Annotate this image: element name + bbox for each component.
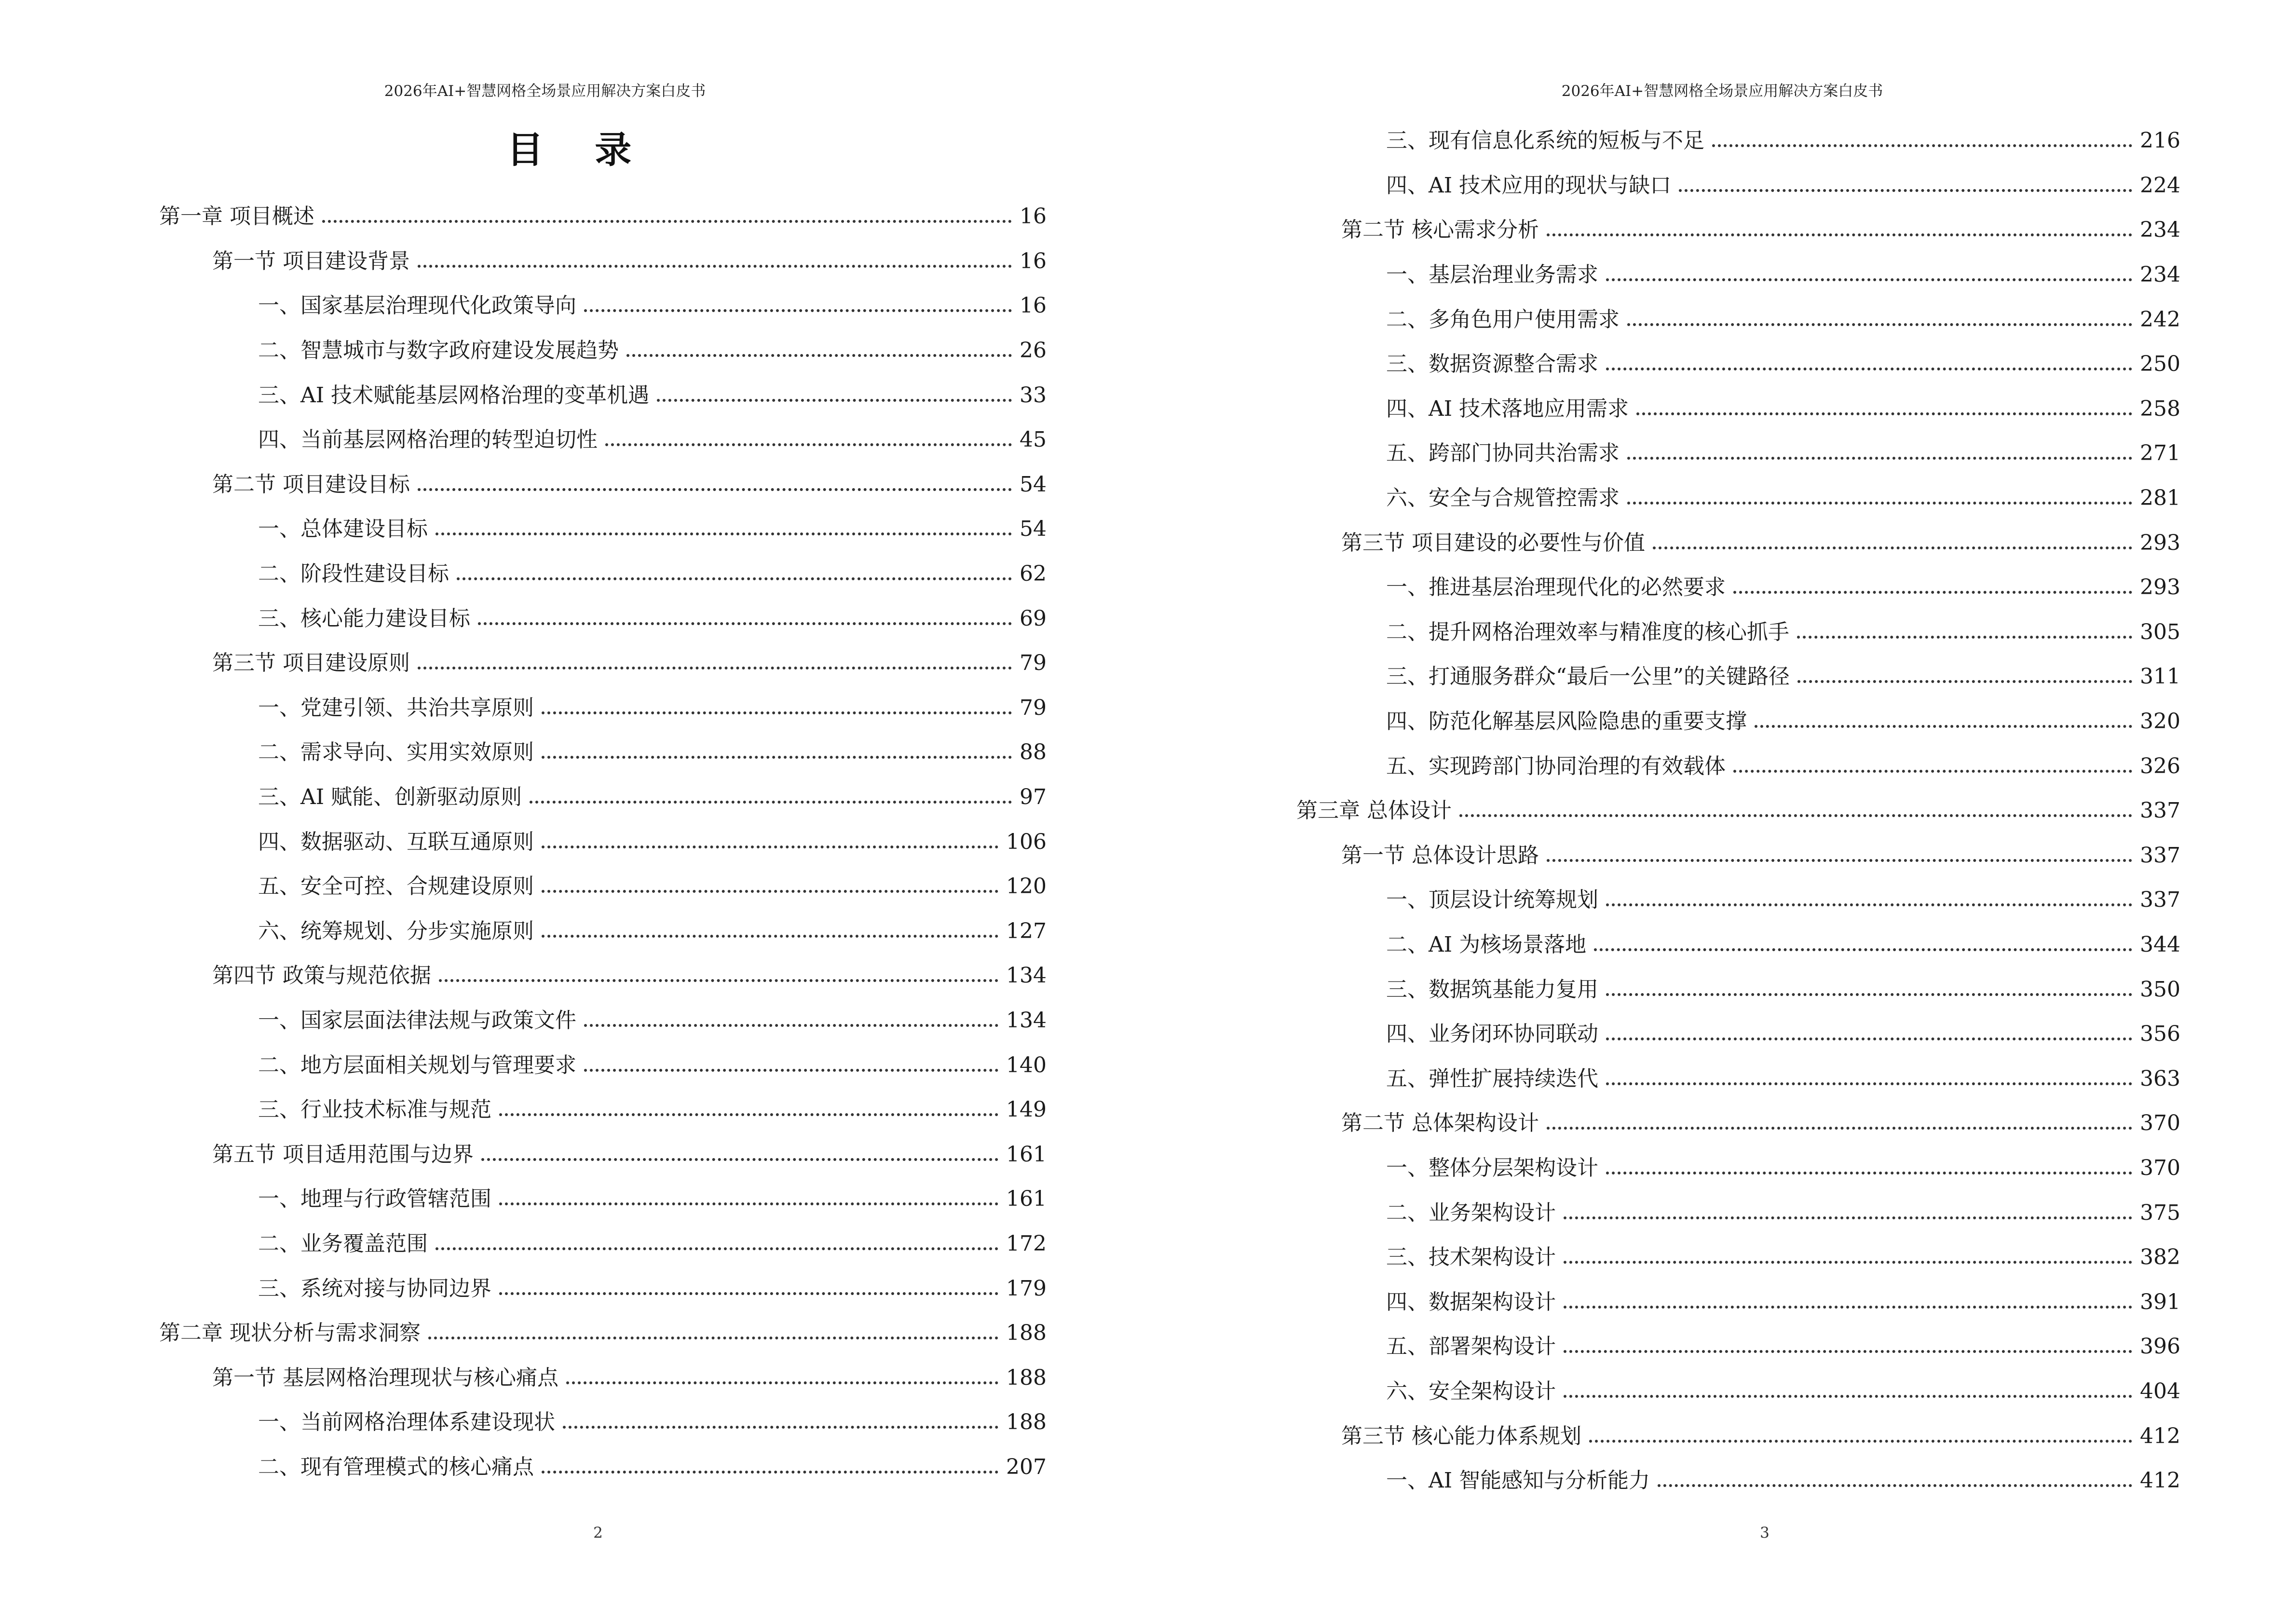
toc-entry-page: 375 bbox=[2140, 1200, 2180, 1225]
toc-entry-page: 172 bbox=[1006, 1231, 1047, 1256]
toc-entry-label: 二、业务覆盖范围 bbox=[258, 1231, 428, 1256]
page-number: 2 bbox=[593, 1524, 603, 1542]
toc-entry[interactable] bbox=[1296, 208, 2180, 253]
toc-entry[interactable] bbox=[1296, 1012, 2180, 1057]
toc-dot-leader bbox=[436, 1247, 998, 1250]
toc-entry-page: 120 bbox=[1006, 874, 1047, 899]
toc-entry-page: 16 bbox=[1020, 293, 1047, 318]
toc-dot-leader bbox=[1606, 1172, 2132, 1174]
toc-dot-leader bbox=[428, 1337, 998, 1339]
toc-dot-leader bbox=[1712, 144, 2132, 147]
toc-entry-page: 149 bbox=[1006, 1097, 1047, 1122]
toc-entry[interactable] bbox=[1296, 1459, 2180, 1503]
toc-entry-page: 281 bbox=[2140, 486, 2180, 511]
toc-entry-label: 第三节 项目建设的必要性与价值 bbox=[1341, 530, 1645, 555]
toc-entry-page: 320 bbox=[2140, 709, 2180, 734]
toc-entry-page: 224 bbox=[2140, 173, 2180, 198]
toc-entry[interactable] bbox=[159, 596, 1047, 641]
toc-entry-page: 234 bbox=[2140, 218, 2180, 243]
toc-entry-label: 一、总体建设目标 bbox=[258, 517, 428, 542]
toc-entry[interactable] bbox=[1296, 253, 2180, 298]
toc-entry[interactable] bbox=[159, 954, 1047, 998]
toc-dot-leader bbox=[542, 1471, 998, 1474]
toc-entry-page: 16 bbox=[1020, 248, 1047, 273]
toc-entry[interactable] bbox=[1296, 1101, 2180, 1146]
toc-entry[interactable] bbox=[1296, 967, 2180, 1012]
toc-dot-leader bbox=[1606, 1082, 2132, 1085]
toc-entry-page: 62 bbox=[1020, 561, 1047, 587]
toc-entry-page: 127 bbox=[1006, 918, 1047, 943]
toc-entry-page: 356 bbox=[2140, 1022, 2180, 1047]
toc-dot-leader bbox=[457, 577, 1012, 580]
toc-entry-label: 四、防范化解基层风险隐患的重要支撑 bbox=[1386, 709, 1747, 734]
toc-entry[interactable] bbox=[1296, 565, 2180, 610]
toc-entry-page: 404 bbox=[2140, 1378, 2180, 1404]
toc-dot-leader bbox=[499, 1292, 998, 1295]
toc-dot-leader bbox=[1564, 1261, 2132, 1264]
toc-dot-leader bbox=[439, 979, 998, 982]
toc-dot-leader bbox=[418, 265, 1012, 268]
toc-entry[interactable] bbox=[159, 686, 1047, 731]
toc-entry-label: 三、数据筑基能力复用 bbox=[1386, 977, 1598, 1002]
toc-entry[interactable] bbox=[159, 909, 1047, 954]
toc-entry[interactable] bbox=[1296, 655, 2180, 699]
toc-dot-leader bbox=[1589, 1440, 2132, 1443]
toc-entry-page: 350 bbox=[2140, 977, 2180, 1002]
toc-entry[interactable] bbox=[1296, 520, 2180, 565]
toc-entry[interactable] bbox=[159, 819, 1047, 864]
toc-entry-label: 一、党建引领、共治共享原则 bbox=[258, 695, 534, 720]
toc-entry-page: 382 bbox=[2140, 1245, 2180, 1270]
toc-entry-label: 二、现有管理模式的核心痛点 bbox=[258, 1454, 534, 1479]
toc-entry-page: 188 bbox=[1006, 1321, 1047, 1346]
toc-dot-leader bbox=[1797, 680, 2132, 683]
toc-entry-page: 188 bbox=[1006, 1410, 1047, 1435]
toc-dot-leader bbox=[1636, 412, 2132, 415]
toc-entry-page: 216 bbox=[2140, 128, 2180, 153]
toc-entry-page: 337 bbox=[2140, 843, 2180, 868]
toc-entry[interactable] bbox=[159, 1177, 1047, 1222]
toc-dot-leader bbox=[1606, 993, 2132, 996]
toc-entry-label: 第一章 项目概述 bbox=[159, 204, 314, 229]
toc-entry[interactable] bbox=[159, 1132, 1047, 1177]
toc-dot-leader bbox=[1547, 1127, 2132, 1130]
toc-entry-label: 第三章 总体设计 bbox=[1296, 798, 1452, 823]
toc-entry-page: 106 bbox=[1006, 829, 1047, 854]
toc-dot-leader bbox=[418, 667, 1012, 669]
toc-dot-leader bbox=[1564, 1395, 2132, 1398]
toc-entry[interactable] bbox=[159, 552, 1047, 597]
toc-entry[interactable] bbox=[1296, 610, 2180, 655]
toc-entry[interactable] bbox=[159, 373, 1047, 418]
toc-entry[interactable] bbox=[159, 463, 1047, 507]
toc-entry[interactable] bbox=[1296, 878, 2180, 923]
toc-entry-label: 四、当前基层网格治理的转型迫切性 bbox=[258, 427, 598, 452]
toc-dot-leader bbox=[1547, 859, 2132, 862]
toc-entry-page: 45 bbox=[1020, 427, 1047, 452]
toc-entry-label: 六、安全架构设计 bbox=[1386, 1378, 1556, 1404]
toc-entry-label: 五、弹性扩展持续迭代 bbox=[1386, 1066, 1598, 1091]
toc-dot-leader bbox=[1606, 368, 2132, 370]
toc-dot-leader bbox=[1606, 1037, 2132, 1040]
toc-entry-page: 69 bbox=[1020, 606, 1047, 631]
toc-entry[interactable] bbox=[159, 1355, 1047, 1400]
toc-entry-page: 293 bbox=[2140, 530, 2180, 555]
toc-dot-leader bbox=[1733, 770, 2132, 773]
toc-entry-page: 179 bbox=[1006, 1276, 1047, 1301]
toc-entry-page: 242 bbox=[2140, 307, 2180, 332]
toc-entry[interactable] bbox=[159, 507, 1047, 552]
toc-entry-label: 第二节 项目建设目标 bbox=[212, 472, 410, 497]
toc-dot-leader bbox=[1594, 948, 2132, 951]
toc-entry[interactable] bbox=[1296, 1146, 2180, 1191]
toc-entry[interactable] bbox=[1296, 431, 2180, 476]
toc-entry-page: 207 bbox=[1006, 1454, 1047, 1479]
toc-dot-leader bbox=[1658, 1484, 2132, 1487]
toc-entry[interactable] bbox=[1296, 1056, 2180, 1101]
toc-entry-page: 134 bbox=[1006, 963, 1047, 988]
toc-dot-leader bbox=[530, 801, 1012, 804]
toc-entry[interactable] bbox=[159, 418, 1047, 463]
toc-dot-leader bbox=[436, 532, 1012, 535]
toc-dot-leader bbox=[626, 354, 1012, 357]
toc-entry-label: 一、基层治理业务需求 bbox=[1386, 262, 1598, 287]
toc-entry-page: 88 bbox=[1020, 740, 1047, 765]
toc-entry-label: 三、现有信息化系统的短板与不足 bbox=[1386, 128, 1704, 153]
toc-entry-label: 五、跨部门协同共治需求 bbox=[1386, 441, 1620, 466]
toc-entry-label: 二、提升网格治理效率与精准度的核心抓手 bbox=[1386, 619, 1789, 644]
toc-entry-label: 四、业务闭环协同联动 bbox=[1386, 1022, 1598, 1047]
toc-entry-page: 271 bbox=[2140, 441, 2180, 466]
toc-dot-leader bbox=[1547, 233, 2132, 236]
toc-entry-page: 140 bbox=[1006, 1052, 1047, 1078]
toc-entry[interactable] bbox=[1296, 1235, 2180, 1280]
toc-dot-leader bbox=[1606, 903, 2132, 906]
toc-entry-label: 一、地理与行政管辖范围 bbox=[258, 1187, 491, 1212]
toc-entry-page: 79 bbox=[1020, 695, 1047, 720]
running-header: 2026年AI+智慧网格全场景应用解决方案白皮书 bbox=[384, 82, 706, 100]
toc-entry-label: 五、部署架构设计 bbox=[1386, 1334, 1556, 1359]
toc-dot-leader bbox=[1564, 1350, 2132, 1353]
toc-entry[interactable] bbox=[1296, 1324, 2180, 1369]
toc-entry-page: 311 bbox=[2140, 664, 2180, 689]
toc-entry[interactable] bbox=[1296, 297, 2180, 342]
toc-entry-page: 161 bbox=[1006, 1187, 1047, 1212]
toc-dot-leader bbox=[1606, 278, 2132, 281]
toc-entry-label: 五、实现跨部门协同治理的有效载体 bbox=[1386, 753, 1726, 778]
toc-entry-label: 六、安全与合规管控需求 bbox=[1386, 486, 1620, 511]
toc-list bbox=[159, 194, 1047, 1489]
toc-entry-page: 188 bbox=[1006, 1365, 1047, 1390]
toc-entry-page: 250 bbox=[2140, 352, 2180, 377]
toc-entry-label: 三、打通服务群众“最后一公里”的关键路径 bbox=[1386, 664, 1790, 689]
toc-entry-page: 370 bbox=[2140, 1155, 2180, 1180]
toc-entry-label: 一、国家基层治理现代化政策导向 bbox=[258, 293, 576, 318]
toc-dot-leader bbox=[1459, 814, 2132, 817]
running-header: 2026年AI+智慧网格全场景应用解决方案白皮书 bbox=[1561, 82, 1883, 100]
toc-entry-page: 337 bbox=[2140, 887, 2180, 913]
toc-entry-page: 305 bbox=[2140, 619, 2180, 644]
toc-dot-leader bbox=[1755, 725, 2132, 728]
toc-dot-leader bbox=[542, 756, 1012, 759]
toc-entry[interactable] bbox=[159, 1400, 1047, 1445]
toc-entry-label: 二、业务架构设计 bbox=[1386, 1200, 1556, 1225]
toc-dot-leader bbox=[584, 1069, 998, 1072]
toc-entry-label: 一、顶层设计统筹规划 bbox=[1386, 887, 1598, 913]
toc-entry-label: 三、AI 赋能、创新驱动原则 bbox=[258, 785, 522, 810]
toc-dot-leader bbox=[542, 935, 998, 938]
page-number: 3 bbox=[1760, 1524, 1770, 1542]
toc-entry[interactable] bbox=[159, 1311, 1047, 1356]
toc-entry[interactable] bbox=[1296, 119, 2180, 164]
toc-dot-leader bbox=[563, 1426, 998, 1429]
toc-entry-page: 97 bbox=[1020, 785, 1047, 810]
toc-entry[interactable] bbox=[159, 775, 1047, 820]
toc-entry-label: 一、国家层面法律法规与政策文件 bbox=[258, 1008, 576, 1033]
toc-dot-leader bbox=[1797, 636, 2132, 639]
toc-entry[interactable] bbox=[1296, 699, 2180, 744]
toc-entry[interactable] bbox=[159, 1445, 1047, 1490]
toc-entry-page: 54 bbox=[1020, 472, 1047, 497]
toc-entry[interactable] bbox=[1296, 789, 2180, 833]
toc-entry[interactable] bbox=[1296, 476, 2180, 521]
toc-entry-label: 第三节 核心能力体系规划 bbox=[1341, 1423, 1581, 1448]
toc-entry-label: 第二章 现状分析与需求洞察 bbox=[159, 1321, 421, 1346]
toc-dot-leader bbox=[1564, 1306, 2132, 1309]
toc-entry[interactable] bbox=[159, 284, 1047, 328]
toc-entry[interactable] bbox=[1296, 833, 2180, 878]
toc-entry-label: 第一节 基层网格治理现状与核心痛点 bbox=[212, 1365, 558, 1390]
toc-entry[interactable] bbox=[159, 864, 1047, 909]
toc-dot-leader bbox=[542, 711, 1012, 714]
toc-dot-leader bbox=[478, 622, 1012, 625]
toc-entry-label: 四、数据架构设计 bbox=[1386, 1289, 1556, 1314]
toc-entry-label: 第五节 项目适用范围与边界 bbox=[212, 1142, 474, 1167]
toc-entry[interactable] bbox=[1296, 342, 2180, 387]
toc-entry[interactable] bbox=[1296, 1280, 2180, 1324]
toc-entry-label: 三、系统对接与协同边界 bbox=[258, 1276, 491, 1301]
toc-entry-page: 26 bbox=[1020, 338, 1047, 363]
toc-entry-label: 第四节 政策与规范依据 bbox=[212, 963, 431, 988]
toc-entry-page: 258 bbox=[2140, 396, 2180, 421]
toc-dot-leader bbox=[1627, 457, 2132, 460]
toc-entry-label: 二、阶段性建设目标 bbox=[258, 561, 449, 587]
toc-dot-leader bbox=[1733, 591, 2132, 594]
toc-entry-label: 第二节 核心需求分析 bbox=[1341, 218, 1539, 243]
toc-entry-label: 四、数据驱动、互联互通原则 bbox=[258, 829, 534, 854]
toc-entry[interactable] bbox=[1296, 1190, 2180, 1235]
toc-dot-leader bbox=[1679, 189, 2132, 192]
toc-entry[interactable] bbox=[159, 328, 1047, 373]
toc-dot-leader bbox=[542, 890, 998, 893]
toc-entry[interactable] bbox=[1296, 387, 2180, 432]
toc-entry[interactable] bbox=[1296, 923, 2180, 968]
toc-entry-label: 四、AI 技术落地应用需求 bbox=[1386, 396, 1629, 421]
toc-dot-leader bbox=[418, 488, 1012, 491]
toc-entry[interactable] bbox=[1296, 1414, 2180, 1459]
toc-dot-leader bbox=[657, 399, 1012, 402]
toc-entry-label: 三、AI 技术赋能基层网格治理的变革机遇 bbox=[258, 382, 650, 408]
toc-entry-label: 二、AI 为核场景落地 bbox=[1386, 932, 1587, 957]
toc-entry-label: 二、需求导向、实用实效原则 bbox=[258, 740, 534, 765]
toc-dot-leader bbox=[499, 1202, 998, 1205]
toc-entry-label: 二、多角色用户使用需求 bbox=[1386, 307, 1620, 332]
toc-entry-page: 412 bbox=[2140, 1423, 2180, 1448]
toc-dot-leader bbox=[566, 1381, 998, 1384]
toc-entry-label: 五、安全可控、合规建设原则 bbox=[258, 874, 534, 899]
toc-entry-page: 134 bbox=[1006, 1008, 1047, 1033]
toc-entry[interactable] bbox=[159, 1043, 1047, 1088]
toc-entry[interactable] bbox=[159, 1266, 1047, 1311]
toc-entry-label: 一、AI 智能感知与分析能力 bbox=[1386, 1468, 1650, 1493]
toc-entry[interactable] bbox=[159, 998, 1047, 1043]
toc-entry[interactable] bbox=[159, 194, 1047, 239]
toc-dot-leader bbox=[584, 1024, 998, 1027]
toc-entry-label: 三、核心能力建设目标 bbox=[258, 606, 470, 631]
toc-entry-label: 第三节 项目建设原则 bbox=[212, 651, 410, 676]
toc-dot-leader bbox=[584, 309, 1012, 312]
toc-entry-page: 370 bbox=[2140, 1111, 2180, 1136]
toc-entry[interactable] bbox=[1296, 164, 2180, 208]
toc-entry-page: 16 bbox=[1020, 204, 1047, 229]
toc-entry-page: 326 bbox=[2140, 753, 2180, 778]
toc-entry-label: 三、数据资源整合需求 bbox=[1386, 352, 1598, 377]
toc-entry-page: 337 bbox=[2140, 798, 2180, 823]
toc-entry[interactable] bbox=[159, 730, 1047, 775]
toc-entry-label: 四、AI 技术应用的现状与缺口 bbox=[1386, 173, 1672, 198]
toc-entry-page: 391 bbox=[2140, 1289, 2180, 1314]
toc-entry-label: 一、当前网格治理体系建设现状 bbox=[258, 1410, 555, 1435]
toc-dot-leader bbox=[605, 443, 1012, 446]
toc-dot-leader bbox=[322, 220, 1012, 223]
toc-entry-page: 33 bbox=[1020, 382, 1047, 408]
toc-title: 目 录 bbox=[506, 128, 651, 171]
toc-entry-page: 79 bbox=[1020, 651, 1047, 676]
toc-entry-page: 293 bbox=[2140, 575, 2180, 600]
toc-entry-label: 第一节 总体设计思路 bbox=[1341, 843, 1539, 868]
toc-entry-page: 412 bbox=[2140, 1468, 2180, 1493]
toc-dot-leader bbox=[1564, 1216, 2132, 1219]
toc-entry-label: 六、统筹规划、分步实施原则 bbox=[258, 918, 534, 943]
toc-page-right bbox=[1144, 0, 2287, 1624]
toc-entry-label: 一、推进基层治理现代化的必然要求 bbox=[1386, 575, 1726, 600]
toc-entry[interactable] bbox=[159, 1088, 1047, 1133]
toc-entry-page: 344 bbox=[2140, 932, 2180, 957]
toc-entry-page: 396 bbox=[2140, 1334, 2180, 1359]
toc-entry-label: 三、行业技术标准与规范 bbox=[258, 1097, 491, 1122]
toc-dot-leader bbox=[481, 1158, 998, 1161]
toc-entry-page: 363 bbox=[2140, 1066, 2180, 1091]
toc-list bbox=[1296, 119, 2180, 1503]
toc-dot-leader bbox=[499, 1113, 998, 1116]
toc-entry-page: 234 bbox=[2140, 262, 2180, 287]
toc-entry[interactable] bbox=[159, 1222, 1047, 1267]
toc-dot-leader bbox=[1627, 502, 2132, 505]
toc-entry[interactable] bbox=[1296, 744, 2180, 789]
toc-entry-label: 一、整体分层架构设计 bbox=[1386, 1155, 1598, 1180]
toc-entry[interactable] bbox=[1296, 1369, 2180, 1414]
toc-entry-label: 第一节 项目建设背景 bbox=[212, 248, 410, 273]
toc-entry-page: 54 bbox=[1020, 517, 1047, 542]
toc-entry-label: 二、地方层面相关规划与管理要求 bbox=[258, 1052, 576, 1078]
toc-dot-leader bbox=[1653, 546, 2132, 549]
toc-entry[interactable] bbox=[159, 641, 1047, 686]
toc-dot-leader bbox=[542, 846, 998, 848]
toc-entry-page: 161 bbox=[1006, 1142, 1047, 1167]
toc-dot-leader bbox=[1627, 323, 2132, 326]
toc-entry-label: 二、智慧城市与数字政府建设发展趋势 bbox=[258, 338, 619, 363]
toc-entry-label: 三、技术架构设计 bbox=[1386, 1245, 1556, 1270]
toc-entry[interactable] bbox=[159, 239, 1047, 284]
toc-entry-label: 第二节 总体架构设计 bbox=[1341, 1111, 1539, 1136]
